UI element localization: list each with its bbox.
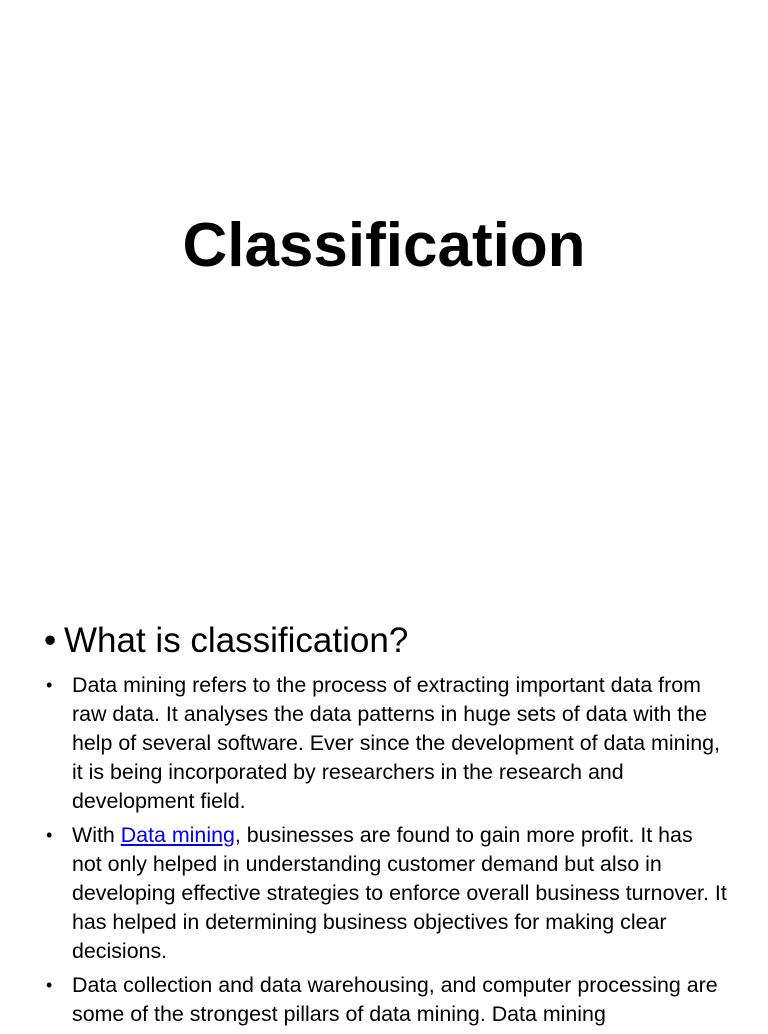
section-heading-text: What is classification?: [64, 621, 409, 660]
slide-title: Classification: [182, 211, 586, 280]
heading-bullet: •: [44, 621, 57, 660]
list-item-text: Data collection and data warehousing, and computer processing are some of the strongest pillars of data mining. Data mining: [72, 973, 718, 1026]
list-item: [44, 671, 728, 816]
list-item-prefix: With: [72, 823, 121, 847]
list-item: [44, 971, 728, 1029]
data-mining-link[interactable]: Data mining: [120, 823, 235, 847]
bullet-dot: •: [46, 825, 53, 845]
list-item: [44, 821, 728, 966]
section-heading: [44, 618, 408, 664]
bullet-dot: •: [46, 975, 53, 995]
bullet-list: [44, 671, 728, 1034]
bullet-dot: •: [46, 675, 53, 695]
list-item-suffix: , businesses are found to gain more profit. It has not only helped in understanding customer demand but also in developing effective strategies to enforce overall business turnover. It has helped in determining business objectives for making clear decisions.: [72, 823, 727, 963]
list-item-text: [72, 821, 728, 966]
list-item-text: Data mining refers to the process of extracting important data from raw data. It analyses the data patterns in huge sets of data with the help of several software. Ever since the development of data mining, it is being incorporated by researchers in the research and development field.: [72, 673, 721, 813]
